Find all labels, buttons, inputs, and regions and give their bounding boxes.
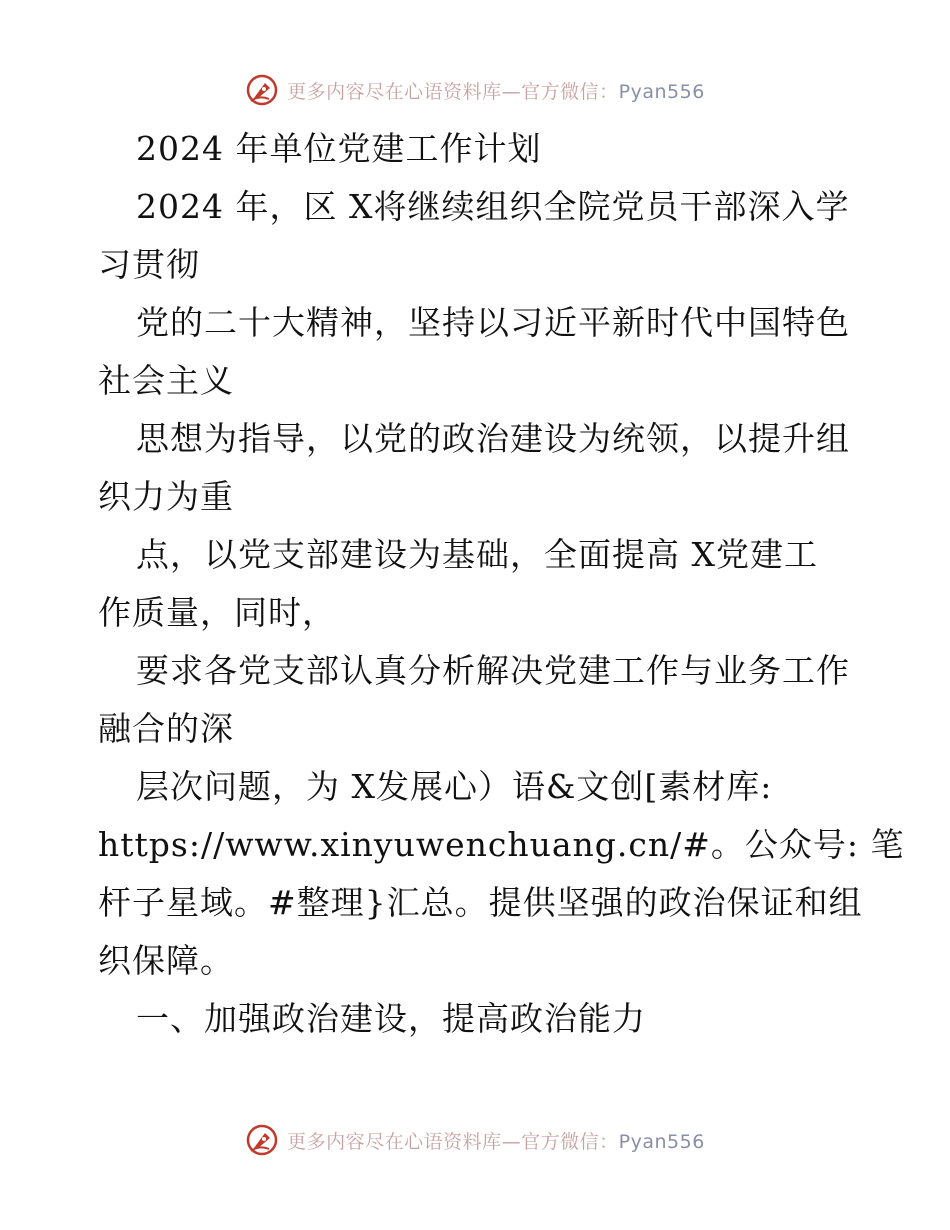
text-line: 作质量，同时，: [98, 593, 336, 632]
text-line: 杆子星域。#整理}汇总。提供坚强的政治保证和组: [98, 883, 863, 922]
watermark-text: 更多内容尽在心语资料库—官方微信：Pyan556: [287, 80, 705, 103]
text-line: 2024 年，区 X将继续组织全院党员干部深入学: [136, 187, 850, 226]
watermark-text: 更多内容尽在心语资料库—官方微信：Pyan556: [287, 1130, 705, 1153]
section-heading: 一、加强政治建设，提高政治能力: [136, 999, 646, 1038]
text-line: 习贯彻: [98, 245, 200, 284]
watermark-banner-bottom: [0, 1120, 950, 1160]
text-line: 思想为指导，以党的政治建设为统领，以提升组: [136, 419, 850, 458]
watermark-banner-top: [0, 70, 950, 110]
pen-nib-logo-icon: [245, 1123, 279, 1157]
text-line: 织保障。: [98, 941, 234, 980]
document-title: 2024 年单位党建工作计划: [136, 129, 542, 168]
text-line: 党的二十大精神，坚持以习近平新时代中国特色: [136, 303, 850, 342]
text-line: 融合的深: [98, 709, 234, 748]
text-line: 层次问题，为 X发展心）语&文创[素材库:: [136, 767, 773, 806]
text-line: 点，以党支部建设为基础，全面提高 X党建工: [136, 535, 818, 574]
text-line-url: https://www.xinyuwenchuang.cn/#。公众号: 笔: [98, 825, 905, 864]
pen-nib-logo-icon: [245, 73, 279, 107]
text-line: 要求各党支部认真分析解决党建工作与业务工作: [136, 651, 850, 690]
text-line: 社会主义: [98, 361, 234, 400]
text-line: 织力为重: [98, 477, 234, 516]
